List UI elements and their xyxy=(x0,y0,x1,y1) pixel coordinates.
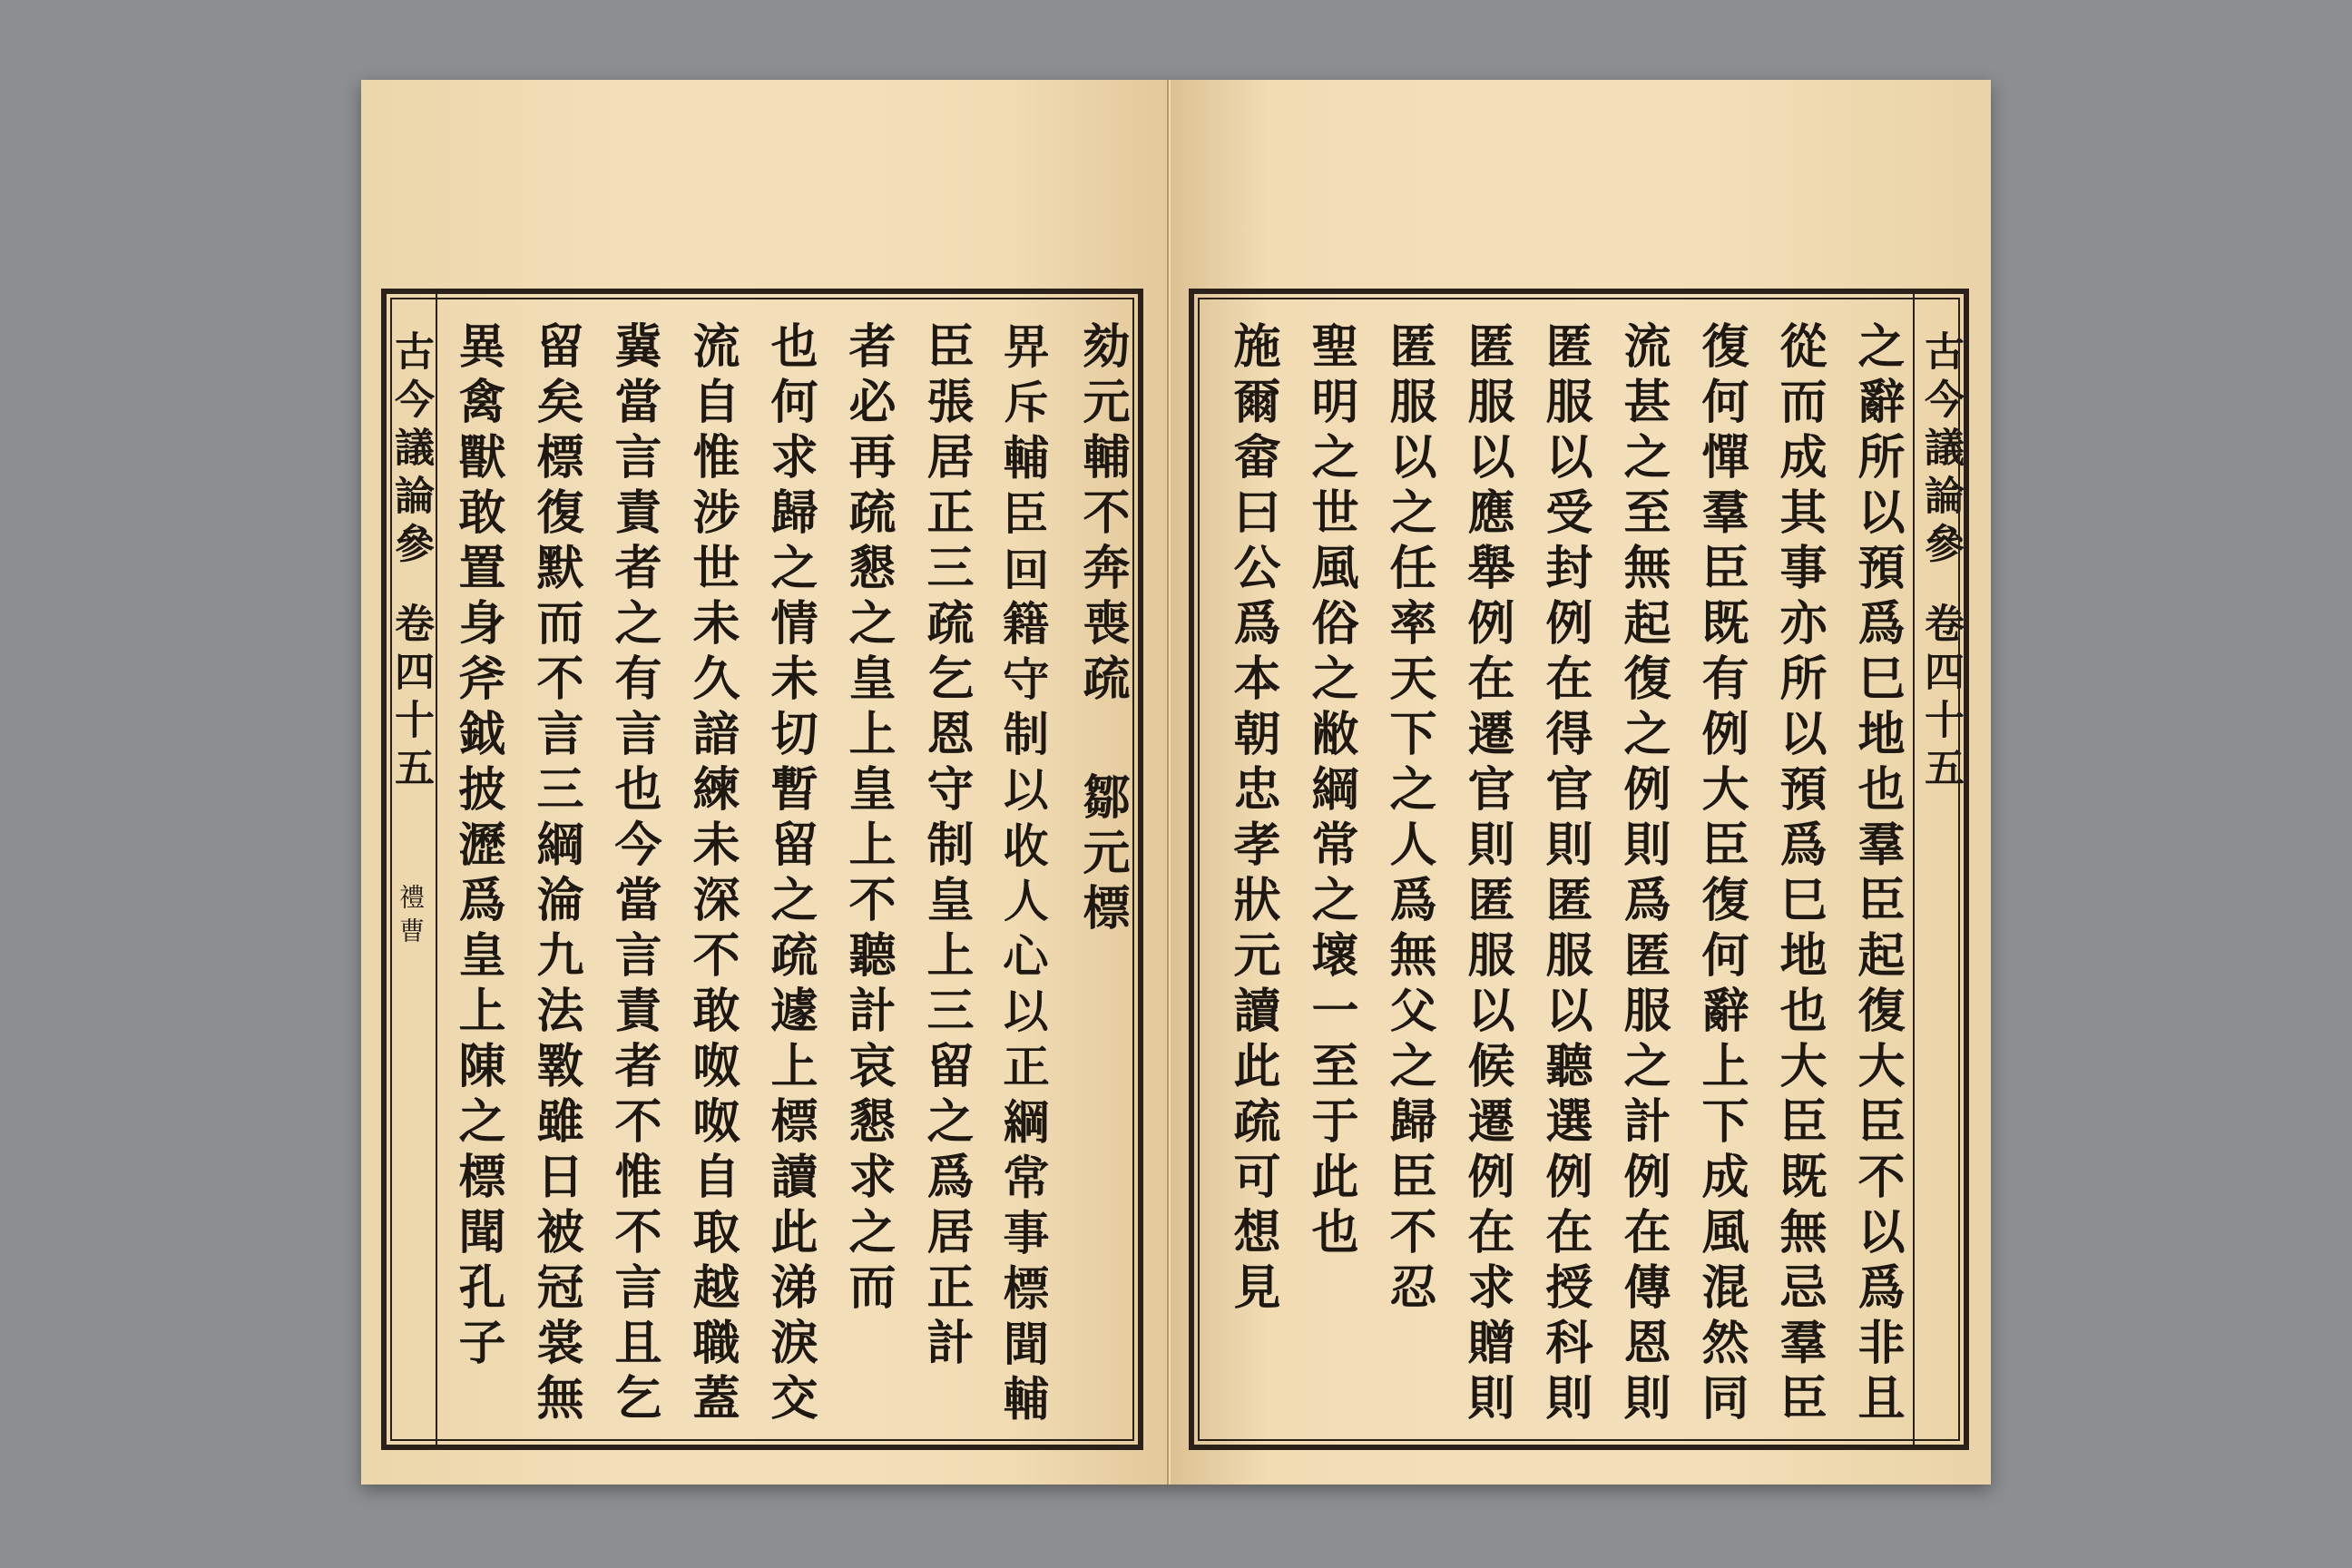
left-column-6: 流自惟涉世未久諳練未深不敢呶呶自取越職蓋 xyxy=(684,321,740,1428)
left-text-frame xyxy=(381,289,1143,1450)
left-column-9: 異禽獸敢置身斧鉞披瀝爲皇上陳之標聞孔子 xyxy=(450,321,505,1373)
right-column-7: 匿服以之任率天下之人爲無父之歸臣不忍 xyxy=(1381,321,1436,1318)
left-page xyxy=(361,80,1169,1485)
left-column-7: 冀當言責者之有言也今當言責者不惟不言且乞 xyxy=(606,321,662,1428)
left-margin-title: 古今議論參 xyxy=(387,330,434,571)
left-column-2: 𢌿斥輔臣回籍守制以收人心以正綱常事標聞輔 xyxy=(996,321,1052,1428)
left-column-3: 臣張居正三疏乞恩守制皇上三留之爲居正計 xyxy=(918,321,974,1373)
left-column-5: 也何求歸之情未切暫留之疏遽上標讀此涕淚交 xyxy=(762,321,818,1428)
right-column-4: 流甚之至無起復之例則爲匿服之計例在傳恩則 xyxy=(1615,321,1671,1428)
right-column-5: 匿服以受封例在得官則匿服以聽選例在授科則 xyxy=(1537,321,1592,1428)
left-margin-folio: 卷四十五 xyxy=(387,603,434,795)
right-margin-title: 古今議論參 xyxy=(1917,330,1964,571)
right-column-9: 施爾畲曰公爲本朝忠孝狀元讀此疏可想見 xyxy=(1225,321,1280,1318)
left-column-1: 劾元輔不奔喪疏 鄒元標 xyxy=(1074,321,1130,938)
right-margin-rule xyxy=(1913,294,1915,1445)
right-column-3: 復何憚羣臣既有例大臣復何辭上下成風混然同 xyxy=(1693,321,1749,1428)
right-column-6: 匿服以應舉例在遷官則匿服以候遷例在求贈則 xyxy=(1459,321,1514,1428)
right-column-2: 從而成其事亦所以預爲巳地也大臣既無忌羣臣 xyxy=(1771,321,1827,1428)
left-margin-rule xyxy=(436,294,437,1445)
right-margin-folio: 卷四十五 xyxy=(1917,603,1964,795)
right-text-block xyxy=(1189,289,1969,1450)
left-margin-note: 禮曹 xyxy=(396,884,426,951)
left-column-4: 者必再疏懇之皇上皇上不聽計哀懇求之而 xyxy=(840,321,896,1318)
right-column-8: 聖明之世風俗之敝綱常之壞一至于此也 xyxy=(1303,321,1358,1262)
book-spread xyxy=(361,80,1991,1485)
left-column-8: 留矣標復默而不言三綱淪九法斁雖日被冠裳無 xyxy=(528,321,583,1428)
right-column-1: 之辭所以預爲巳地也羣臣起復大臣不以爲非且 xyxy=(1849,321,1905,1428)
